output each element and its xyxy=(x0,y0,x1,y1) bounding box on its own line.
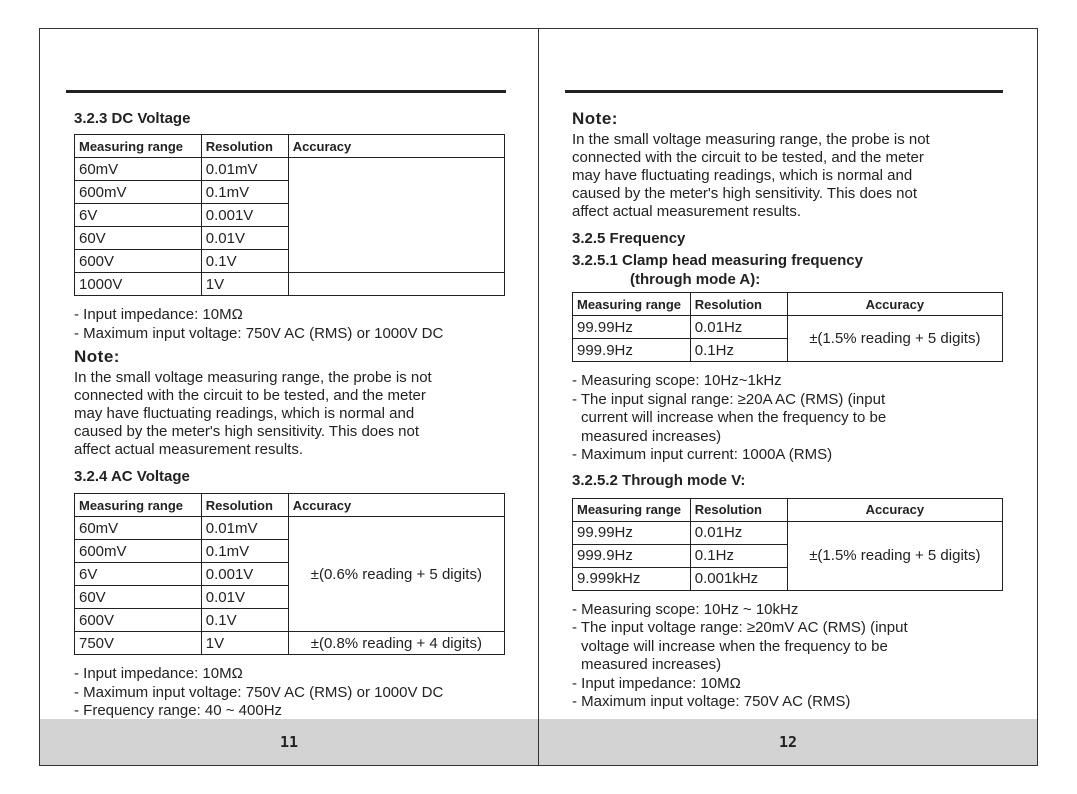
cell-accuracy: ±(0.6% reading + 5 digits) xyxy=(288,517,504,632)
col-header-resolution: Resolution xyxy=(690,293,787,316)
cell-resolution: 0.01mV xyxy=(201,158,288,181)
cell-resolution: 1V xyxy=(201,632,288,655)
cell-range: 6V xyxy=(75,563,202,586)
page-12 xyxy=(538,28,1038,766)
cell-range: 600V xyxy=(75,250,202,273)
cell-resolution: 0.01V xyxy=(201,227,288,250)
cell-resolution: 0.01V xyxy=(201,586,288,609)
cell-range: 60V xyxy=(75,227,202,250)
col-header-range: Measuring range xyxy=(573,498,691,521)
spec-note: - Measuring scope: 10Hz~1kHz xyxy=(572,372,782,389)
cell-resolution: 0.01Hz xyxy=(690,316,787,339)
spec-note: - Input impedance: 10MΩ xyxy=(74,306,243,323)
mode-v-notes xyxy=(572,601,1012,712)
note-line: caused by the meter's high sensitivity. This does not xyxy=(572,185,917,202)
spec-note: - Measuring scope: 10Hz ~ 10kHz xyxy=(572,600,799,618)
clamp-heading: 3.2.5.1 Clamp head measuring frequency xyxy=(572,252,863,269)
table-header-row xyxy=(75,135,505,158)
table-header-row xyxy=(573,498,1003,521)
cell-range: 6V xyxy=(75,204,202,227)
note-line: connected with the circuit to be tested, and the meter xyxy=(74,387,426,404)
cell-resolution: 0.01Hz xyxy=(690,521,787,544)
col-header-accuracy: Accuracy xyxy=(288,494,504,517)
table-header-row xyxy=(573,293,1003,316)
note-text xyxy=(74,369,514,459)
spec-note: - Maximum input voltage: 750V AC (RMS) or 1000V DC xyxy=(74,683,444,701)
cell-range: 60mV xyxy=(75,517,202,540)
col-header-resolution: Resolution xyxy=(201,494,288,517)
page-number-footer xyxy=(40,719,538,765)
table-row xyxy=(573,316,1003,339)
col-header-accuracy: Accuracy xyxy=(288,135,504,158)
spec-note: measured increases) xyxy=(581,656,722,673)
page-number: 12 xyxy=(778,733,798,751)
cell-range: 1000V xyxy=(75,273,202,296)
clamp-heading-sub: (through mode A): xyxy=(630,271,761,288)
col-header-accuracy: Accuracy xyxy=(787,498,1002,521)
cell-resolution: 1V xyxy=(201,273,288,296)
note-line: affect actual measurement results. xyxy=(74,441,303,458)
cell-range: 60mV xyxy=(75,158,202,181)
table-row xyxy=(573,521,1003,544)
page-content xyxy=(74,109,514,721)
col-header-accuracy: Accuracy xyxy=(787,293,1002,316)
spec-note: - Maximum input voltage: 750V AC (RMS) or 1000V DC xyxy=(74,324,444,342)
dc-voltage-table xyxy=(74,134,505,296)
cell-range: 99.99Hz xyxy=(573,521,691,544)
cell-resolution: 0.01mV xyxy=(201,517,288,540)
cell-resolution: 0.1mV xyxy=(201,181,288,204)
page-content xyxy=(572,109,1012,712)
cell-range: 600mV xyxy=(75,540,202,563)
col-header-range: Measuring range xyxy=(75,135,202,158)
spec-note: current will increase when the frequency to be xyxy=(581,409,887,426)
note-text xyxy=(572,131,1012,221)
cell-accuracy-empty xyxy=(288,158,504,273)
cell-accuracy: ±(0.8% reading + 4 digits) xyxy=(288,632,504,655)
spec-note: - Input impedance: 10MΩ xyxy=(572,674,741,692)
cell-resolution: 0.1V xyxy=(201,250,288,273)
note-title: Note: xyxy=(572,109,618,128)
cell-range: 600V xyxy=(75,609,202,632)
note-line: may have fluctuating readings, which is normal and xyxy=(74,405,415,422)
spec-note: - Input impedance: 10MΩ xyxy=(74,665,243,682)
dc-voltage-notes xyxy=(74,306,514,343)
spec-note: - Maximum input current: 1000A (RMS) xyxy=(572,446,833,463)
spec-note: - The input signal range: ≥20A AC (RMS) (input xyxy=(572,390,886,408)
header-rule xyxy=(565,90,1003,93)
note-line: may have fluctuating readings, which is normal and xyxy=(572,167,913,184)
note-line: affect actual measurement results. xyxy=(572,203,801,220)
page-number: 11 xyxy=(279,733,299,751)
col-header-resolution: Resolution xyxy=(690,498,787,521)
clamp-frequency-table xyxy=(572,292,1003,362)
mode-v-heading: 3.2.5.2 Through mode V: xyxy=(572,471,746,489)
table-row xyxy=(75,158,505,181)
note-line: In the small voltage measuring range, the probe is not xyxy=(74,369,432,386)
note-line: In the small voltage measuring range, the probe is not xyxy=(572,131,930,148)
page-number-footer xyxy=(539,719,1037,765)
cell-range: 999.9Hz xyxy=(573,544,691,567)
col-header-resolution: Resolution xyxy=(201,135,288,158)
cell-range: 999.9Hz xyxy=(573,339,691,362)
cell-resolution: 0.001V xyxy=(201,563,288,586)
cell-accuracy: ±(1.5% reading + 5 digits) xyxy=(787,521,1002,590)
cell-accuracy: ±(1.5% reading + 5 digits) xyxy=(787,316,1002,362)
col-header-range: Measuring range xyxy=(573,293,691,316)
note-line: caused by the meter's high sensitivity. This does not xyxy=(74,423,419,440)
col-header-range: Measuring range xyxy=(75,494,202,517)
page-11 xyxy=(39,28,539,766)
cell-accuracy-empty xyxy=(288,273,504,296)
cell-resolution: 0.1Hz xyxy=(690,544,787,567)
cell-range: 60V xyxy=(75,586,202,609)
table-row xyxy=(75,273,505,296)
spec-note: measured increases) xyxy=(581,427,722,445)
ac-voltage-notes xyxy=(74,665,514,721)
cell-resolution: 0.1mV xyxy=(201,540,288,563)
cell-range: 99.99Hz xyxy=(573,316,691,339)
note-title: Note: xyxy=(74,347,120,366)
table-header-row xyxy=(75,494,505,517)
cell-resolution: 0.1V xyxy=(201,609,288,632)
table-row xyxy=(75,517,505,540)
cell-resolution: 0.001kHz xyxy=(690,567,787,590)
spec-note: - Maximum input voltage: 750V AC (RMS) xyxy=(572,693,851,710)
cell-resolution: 0.1Hz xyxy=(690,339,787,362)
cell-range: 9.999kHz xyxy=(573,567,691,590)
spec-note: - The input voltage range: ≥20mV AC (RMS) (input xyxy=(572,619,908,636)
ac-voltage-heading: 3.2.4 AC Voltage xyxy=(74,468,190,485)
mode-v-frequency-table xyxy=(572,498,1003,591)
frequency-heading: 3.2.5 Frequency xyxy=(572,230,686,247)
cell-range: 750V xyxy=(75,632,202,655)
header-rule xyxy=(66,90,506,93)
note-line: connected with the circuit to be tested, and the meter xyxy=(572,149,924,166)
clamp-notes xyxy=(572,372,1012,465)
cell-range: 600mV xyxy=(75,181,202,204)
dc-voltage-heading: 3.2.3 DC Voltage xyxy=(74,110,191,127)
cell-resolution: 0.001V xyxy=(201,204,288,227)
table-row xyxy=(75,632,505,655)
ac-voltage-table xyxy=(74,493,505,655)
spec-note: - Frequency range: 40 ~ 400Hz xyxy=(74,702,283,719)
spec-note: voltage will increase when the frequency to be xyxy=(581,637,888,655)
